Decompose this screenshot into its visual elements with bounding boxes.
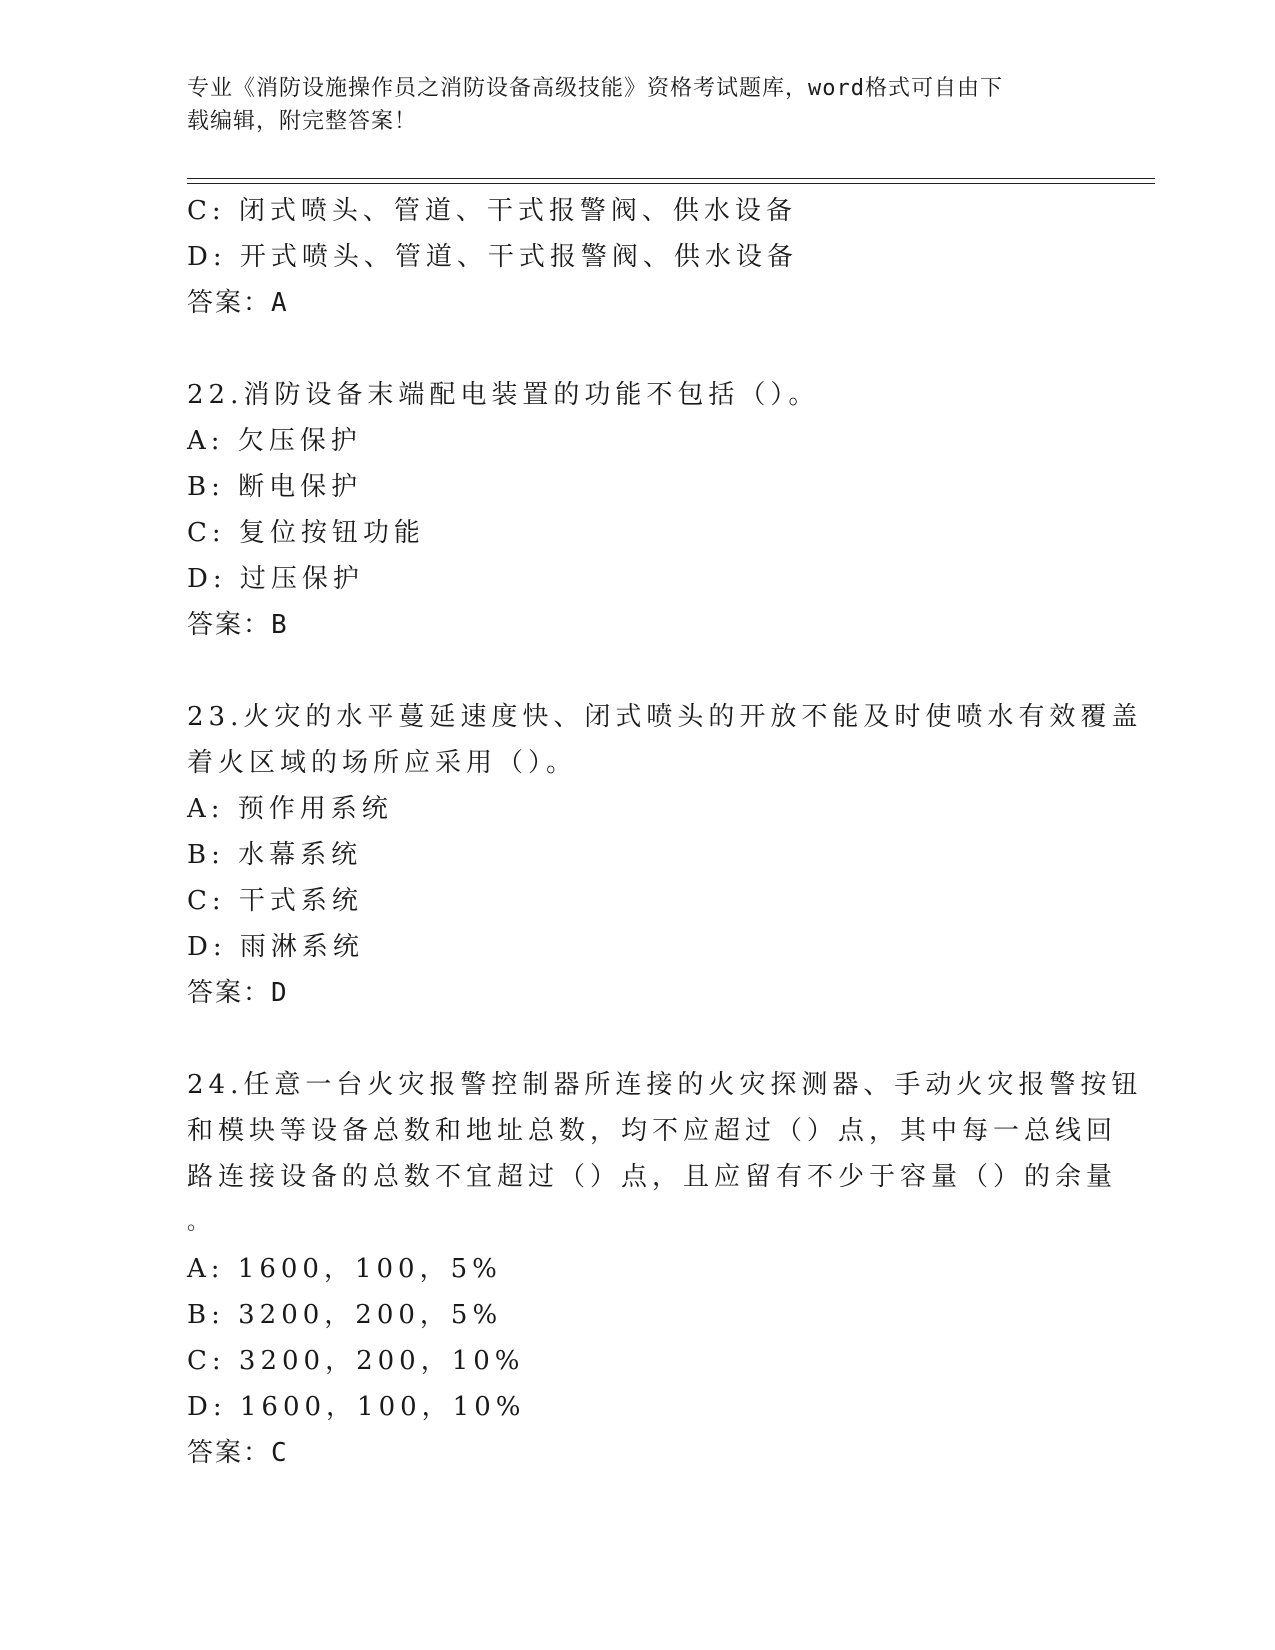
answer-line: 答案：C [187, 1438, 289, 1468]
question-stem-line: 。 [187, 1210, 215, 1235]
answer-line: 答案：B [187, 610, 289, 640]
question-stem-line: 路连接设备的总数不宜超过（）点，且应留有不少于容量（）的余量 [187, 1162, 1118, 1192]
spacer [187, 1016, 1087, 1062]
header-line-1: 专业《消防设施操作员之消防设备高级技能》资格考试题库，word格式可自由下 [187, 76, 1003, 101]
option-d: D: 开式喷头、管道、干式报警阀、供水设备 [187, 242, 798, 272]
option-b: B: 水幕系统 [187, 840, 363, 870]
spacer [187, 648, 1087, 694]
option-c: C: 闭式喷头、管道、干式报警阀、供水设备 [187, 196, 797, 226]
option-a: A: 1600，100，5% [187, 1254, 502, 1284]
question-stem: 22.消防设备末端配电装置的功能不包括（）。 [187, 380, 820, 410]
question-list [187, 188, 1143, 1476]
option-c: C: 3200，200，10% [187, 1346, 525, 1376]
option-b: B: 3200，200，5% [187, 1300, 503, 1330]
question-24 [187, 1062, 1143, 1476]
option-d: D: 雨淋系统 [187, 932, 364, 962]
document-header [187, 72, 1087, 138]
option-c: C: 复位按钮功能 [187, 518, 425, 548]
question-stem-line: 和模块等设备总数和地址总数，均不应超过（）点，其中每一总线回 [187, 1116, 1118, 1146]
answer-line: 答案：D [187, 978, 289, 1008]
spacer [187, 326, 1087, 372]
question-stem-line: 着火区域的场所应采用（）。 [187, 748, 578, 778]
header-divider-top [187, 178, 1155, 179]
option-d: D: 过压保护 [187, 564, 364, 594]
question-stem [187, 694, 1143, 786]
option-d: D: 1600，100，10% [187, 1392, 526, 1422]
option-b: B: 断电保护 [187, 472, 363, 502]
question-22 [187, 372, 1087, 648]
question-21-tail [187, 188, 1087, 326]
question-stem [187, 1062, 1143, 1246]
header-divider-bottom [187, 183, 1155, 184]
answer-line: 答案：A [187, 288, 289, 318]
question-stem-line: 23.火灾的水平蔓延速度快、闭式喷头的开放不能及时使喷水有效覆盖 [187, 702, 1143, 732]
question-stem-line: 24.任意一台火灾报警控制器所连接的火灾探测器、手动火灾报警按钮 [187, 1070, 1143, 1100]
option-a: A: 欠压保护 [187, 426, 362, 456]
option-a: A: 预作用系统 [187, 794, 393, 824]
question-23 [187, 694, 1143, 1016]
option-c: C: 干式系统 [187, 886, 363, 916]
header-line-2: 载编辑，附完整答案！ [187, 109, 418, 134]
